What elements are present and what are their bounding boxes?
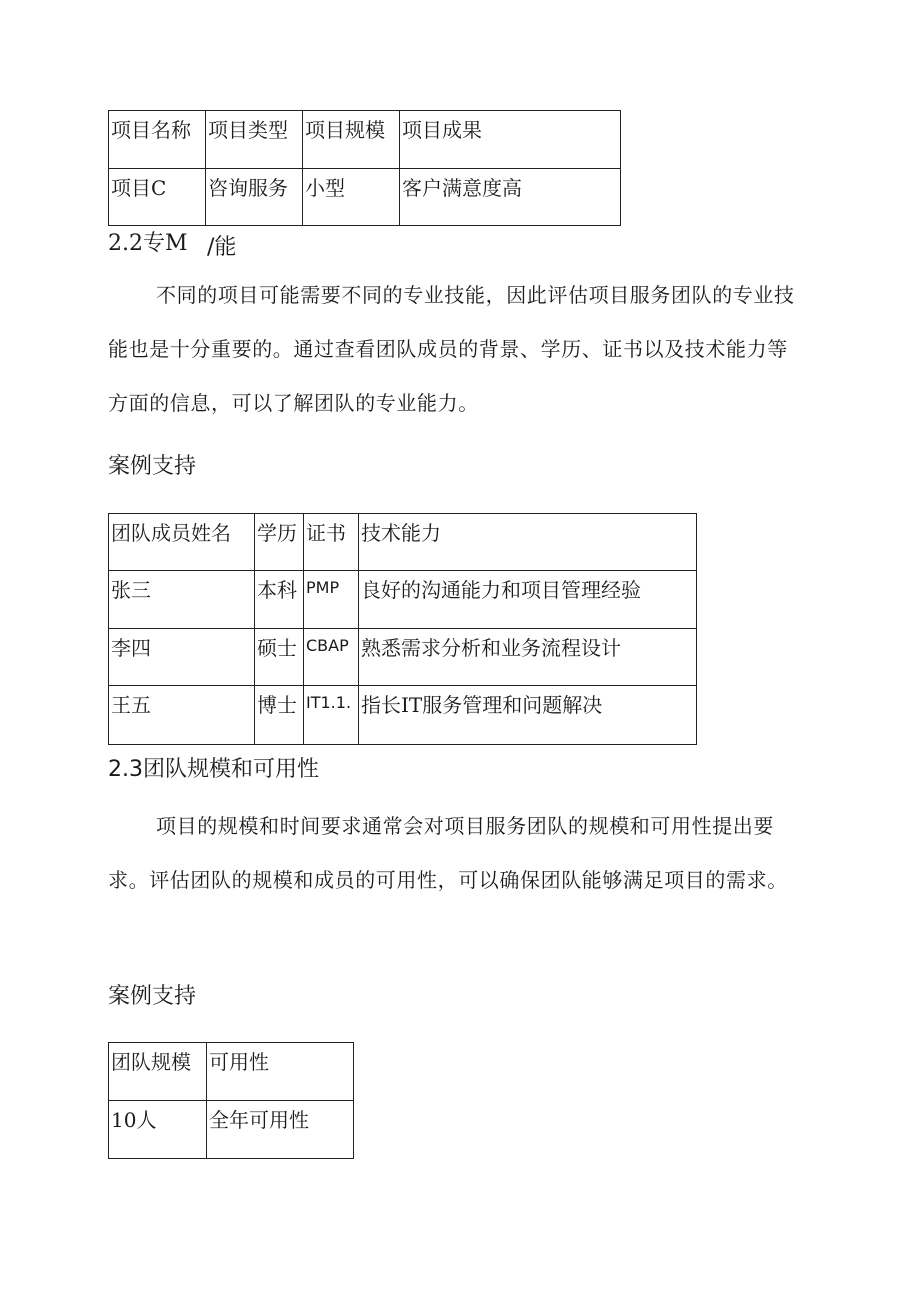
table-cell: 良好的沟通能力和项目管理经验: [359, 571, 697, 629]
table-cell: 熟悉需求分析和业务流程设计: [359, 629, 697, 686]
section-heading-2-2: [108, 229, 188, 259]
section-heading-tail: [207, 233, 236, 263]
section-paragraph-2-3: 项目的规模和时间要求通常会对项目服务团队的规模和可用性提出要求。评估团队的规模和成员的可用性，可以确保团队能够满足项目的需求。: [108, 814, 788, 892]
table-cell: 硕士: [255, 629, 304, 686]
section-heading-tail-text: /能: [207, 235, 237, 260]
table-cell: 学历: [255, 514, 304, 571]
table-cell: 王五: [109, 686, 255, 745]
table-cell: 团队成员姓名: [109, 514, 255, 571]
table-cell: 张三: [109, 571, 255, 629]
table-cell: IT1.1.: [304, 686, 359, 745]
table-row: [109, 1101, 354, 1159]
table-cell: 项目成果: [400, 111, 621, 169]
table-header-row: [109, 111, 621, 169]
table-cell: PMP: [304, 571, 359, 629]
table-header-row: [109, 514, 697, 571]
table-cell: 博士: [255, 686, 304, 745]
table-row: [109, 686, 697, 745]
table-cell: 全年可用性: [207, 1101, 354, 1159]
table-cell: 客户满意度高: [400, 169, 621, 226]
table-cell: 小型: [303, 169, 400, 226]
table-cell: 团队规模: [109, 1043, 207, 1101]
table-cell: 技术能力: [359, 514, 697, 571]
table-cell: 咨询服务: [206, 169, 303, 226]
table-cell: 指长IT服务管理和问题解决: [359, 686, 697, 745]
table-cell: 项目类型: [206, 111, 303, 169]
table-row: [109, 169, 621, 226]
table-cell: CBAP: [304, 629, 359, 686]
table-cell: 本科: [255, 571, 304, 629]
project-table: [108, 110, 621, 226]
team-size-table: [108, 1042, 354, 1159]
table-header-row: [109, 1043, 354, 1101]
team-members-table: [108, 513, 697, 745]
section-paragraph-2-2: 不同的项目可能需要不同的专业技能，因此评估项目服务团队的专业技能也是十分重要的。通过查看团队成员的背景、学历、证书以及技术能力等方面的信息，可以了解团队的专业能力。: [108, 283, 795, 415]
section-heading-2-3: 2.3团队规模和可用性: [108, 757, 319, 782]
table-cell: 李四: [109, 629, 255, 686]
case-support-label-1: 案例支持: [108, 454, 197, 479]
section-heading-text: 2.2专M: [108, 231, 188, 256]
table-cell: 项目规模: [303, 111, 400, 169]
table-cell: 10人: [109, 1101, 207, 1159]
table-cell: 可用性: [207, 1043, 354, 1101]
table-row: [109, 629, 697, 686]
table-cell: 项目C: [109, 169, 206, 226]
table-cell: 证书: [304, 514, 359, 571]
case-support-label-2: 案例支持: [108, 984, 197, 1009]
table-row: [109, 571, 697, 629]
table-cell: 项目名称: [109, 111, 206, 169]
